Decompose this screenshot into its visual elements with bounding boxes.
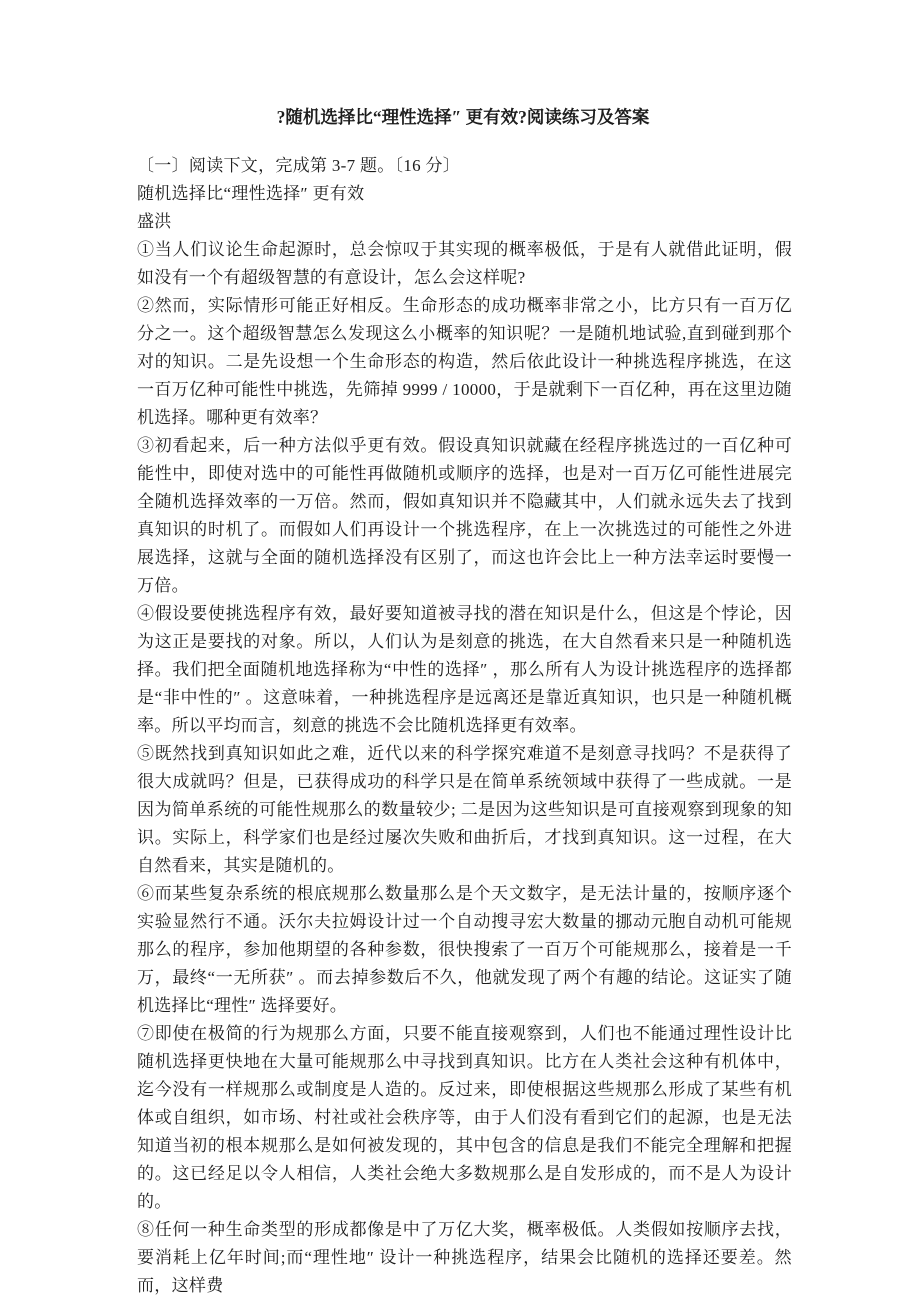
article-paragraph-4: ④假设要使挑选程序有效，最好要知道被寻找的潜在知识是什么，但这是个悖论，因为这正是要找的对象。所以，人们认为是刻意的挑选，在大自然看来只是一种随机选择。我们把全面随机地选择称为“中性的选择″ ，那么所有人为设计挑选程序的选择都是“非中性的″ 。这意味着，一种挑选程序是远离还是靠近真知识，也只是一种随机概率。所以平均而言，刻意的挑选不会比随机选择更有效率。 — [137, 604, 792, 735]
article-paragraph-6: ⑥而某些复杂系统的根底规那么数量那么是个天文数字，是无法计量的，按顺序逐个实验显然行不通。沃尔夫拉姆设计过一个自动搜寻宏大数量的挪动元胞自动机可能规那么的程序，参加他期望的各种参数，很快搜索了一百万个可能规那么，接着是一千万，最终“一无所获″ 。而去掉参数后不久，他就发现了两个有趣的结论。这证实了随机选择比“理性″ 选择要好。 — [137, 884, 792, 1015]
article-paragraph-7: ⑦即使在极简的行为规那么方面，只要不能直接观察到，人们也不能通过理性设计比随机选择更快地在大量可能规那么中寻找到真知识。比方在人类社会这种有机体中，迄今没有一样规那么或制度是人造的。反过来，即使根据这些规那么形成了某些有机体或自组织，如市场、村社或社会秩序等，由于人们没有看到它们的起源，也是无法知道当初的根本规那么是如何被发现的，其中包含的信息是我们不能完全理解和把握的。这已经足以令人相信，人类社会绝大多数规那么是自发形成的，而不是人为设计的。 — [137, 1024, 792, 1211]
section-instruction: 〔一〕阅读下文，完成第 3-7 题。〔16 分〕 — [137, 156, 461, 175]
article-paragraph-1: ①当人们议论生命起源时，总会惊叹于其实现的概率极低，于是有人就借此证明，假如没有一个有超级智慧的有意设计，怎么会这样呢? — [137, 240, 792, 287]
article-paragraph-5: ⑤既然找到真知识如此之难，近代以来的科学探究难道不是刻意寻找吗？不是获得了很大成就吗？但是，已获得成功的科学只是在简单系统领域中获得了一些成就。一是因为简单系统的可能性规那么的数量较少; 二是因为这些知识是可直接观察到现象的知识。实际上，科学家们也是经过屡次失败和曲折后，才找到真知识。这一过程，在大自然看来，其实是随机的。 — [137, 744, 792, 875]
article-paragraph-2: ②然而，实际情形可能正好相反。生命形态的成功概率非常之小，比方只有一百万亿分之一。这个超级智慧怎么发现这么小概率的知识呢？一是随机地试验,直到碰到那个对的知识。二是先设想一个生命形态的构造，然后依此设计一种挑选程序挑选，在这一百万亿种可能性中挑选，先筛掉 9999 / 10000，于是就剩下一百亿种，再在这里边随机选择。哪种更有效率？ — [137, 296, 792, 427]
article-paragraph-3: ③初看起来，后一种方法似乎更有效。假设真知识就藏在经程序挑选过的一百亿种可能性中，即使对选中的可能性再做随机或顺序的选择，也是对一百万亿可能性进展完全随机选择效率的一万倍。然而，假如真知识并不隐藏其中，人们就永远失去了找到真知识的时机了。而假如人们再设计一个挑选程序，在上一次挑选过的可能性之外进展选择，这就与全面的随机选择没有区别了，而这也许会比上一种方法幸运时要慢一万倍。 — [137, 436, 792, 595]
article-title: 随机选择比“理性选择″ 更有效 — [137, 184, 365, 203]
article-author: 盛洪 — [137, 212, 172, 231]
document-body — [137, 152, 792, 1300]
article-paragraph-8: ⑧任何一种生命类型的形成都像是中了万亿大奖，概率极低。人类假如按顺序去找，要消耗上亿年时间;而“理性地″ 设计一种挑选程序，结果会比随机的选择还要差。然而，这样费 — [137, 1220, 792, 1295]
document-title: ?随机选择比“理性选择″ 更有效?阅读练习及答案 — [276, 107, 650, 127]
